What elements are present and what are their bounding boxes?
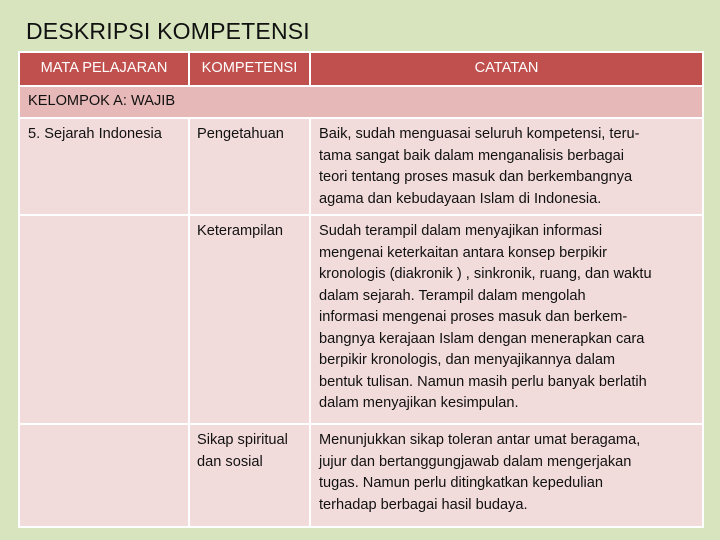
note-line: dalam menyajikan kesimpulan. xyxy=(319,395,519,411)
competency-line: dan sosial xyxy=(197,453,263,470)
competency-cell: Pengetahuan xyxy=(189,118,310,215)
note-line: informasi mengenai proses masuk dan berkem- xyxy=(319,309,628,325)
header-competency: KOMPETENSI xyxy=(189,52,310,86)
header-subject: MATA PELAJARAN xyxy=(19,52,189,86)
notes-cell xyxy=(310,215,703,424)
competency-cell: Keterampilan xyxy=(189,215,310,424)
note-line: bentuk tulisan. Namun masih perlu banyak berlatih xyxy=(319,373,647,390)
subject-cell-empty xyxy=(19,215,189,424)
note-line: Menunjukkan sikap toleran antar umat beragama, xyxy=(319,432,641,448)
table-header-row xyxy=(19,52,703,86)
note-line: Sudah terampil dalam menyajikan informasi xyxy=(319,223,603,239)
header-notes: CATATAN xyxy=(310,52,703,86)
notes-cell xyxy=(310,118,703,215)
note-line: tama sangat baik dalam menganalisis berbagai xyxy=(319,147,625,164)
competency-table xyxy=(18,51,704,528)
subject-cell: 5. Sejarah Indonesia xyxy=(19,118,189,215)
table-row xyxy=(19,118,703,215)
subject-cell-empty xyxy=(19,424,189,527)
note-line: berpikir kronologis, dan menyajikannya dalam xyxy=(319,352,616,368)
note-line: tugas. Namun perlu ditingkatkan kepedulian xyxy=(319,475,603,491)
note-line: bangnya kerajaan Islam dengan menerapkan cara xyxy=(319,330,645,347)
notes-cell xyxy=(310,424,703,527)
table-row xyxy=(19,215,703,424)
note-line: terhadap berbagai hasil budaya. xyxy=(319,496,528,513)
group-row xyxy=(19,86,703,118)
note-line: teori tentang proses masuk dan berkembangnya xyxy=(319,169,633,185)
note-line: Baik, sudah menguasai seluruh kompetensi, teru- xyxy=(319,126,640,142)
note-line: kronologis (diakronik ) , sinkronik, ruang, dan waktu xyxy=(319,266,652,282)
note-line: dalam sejarah. Terampil dalam mengolah xyxy=(319,287,586,304)
note-line: mengenai keterkaitan antara konsep berpikir xyxy=(319,244,607,261)
page-title: DESKRIPSI KOMPETENSI xyxy=(26,18,310,44)
group-label: KELOMPOK A: WAJIB xyxy=(19,86,703,118)
competency-cell xyxy=(189,424,310,527)
note-line: jujur dan bertanggungjawab dalam mengerjakan xyxy=(319,453,632,470)
competency-line: Sikap spiritual xyxy=(197,432,288,448)
note-line: agama dan kebudayaan Islam di Indonesia. xyxy=(319,190,602,207)
table-row xyxy=(19,424,703,527)
